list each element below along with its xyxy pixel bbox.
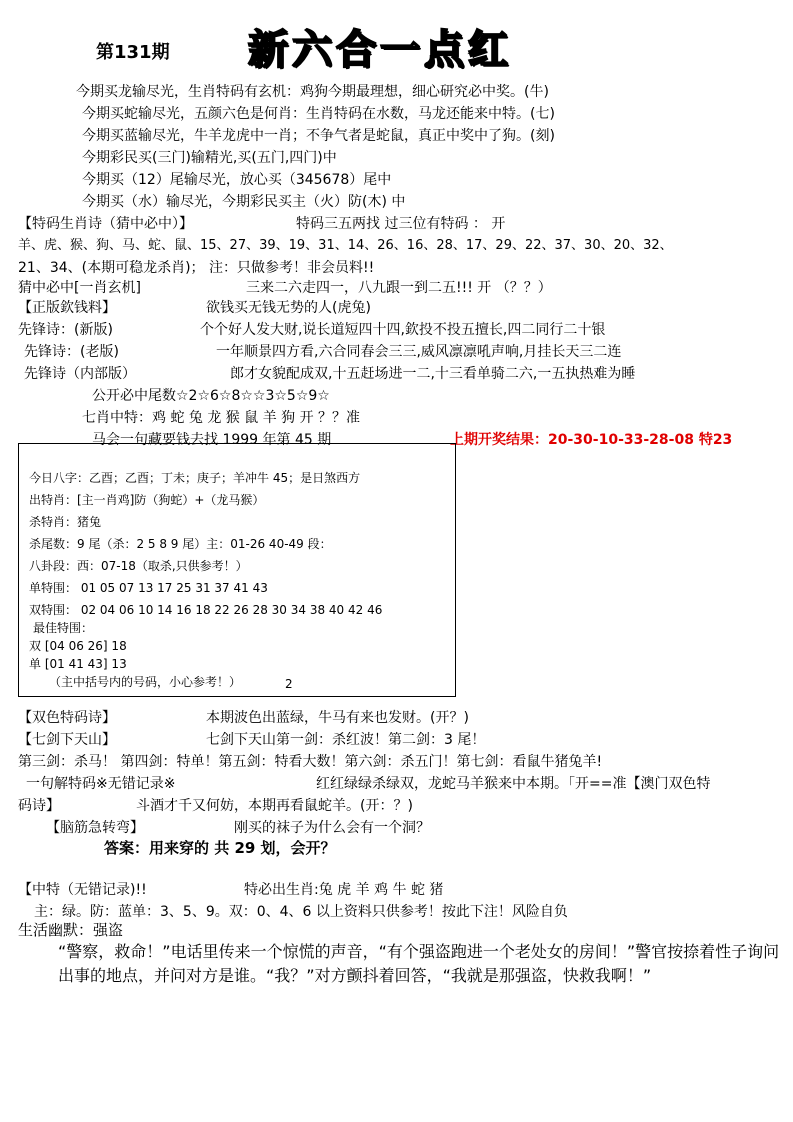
zhongte-text: 特必出生肖:兔 虎 羊 鸡 牛 蛇 猪 (244, 882, 444, 898)
poem-internal-label: 先锋诗（内部版） (24, 366, 136, 382)
guess-text: 三来二六走四一，八九跟一到二五!!! 开 （？？） (246, 280, 552, 296)
box-line-best-even: 双 [04 06 26] 18 (29, 639, 127, 653)
seven-swords-text: 七剑下天山第一剑：杀红波！第二剑：3 尾！ (206, 732, 486, 748)
box-line-special: 出特肖：[主一肖鸡]防（狗蛇）+（龙马猴） (29, 493, 265, 507)
box-line-best-odd: 单 [01 41 43] 13 (29, 657, 127, 671)
brain-teaser-question: 刚买的袜子为什么会有一个洞？ (234, 820, 430, 836)
intro-line-5: 今期买（12）尾输尽光，放心买（345678）尾中 (82, 172, 392, 188)
poem-old-label: 先锋诗：(老版) (24, 344, 119, 360)
box-line-best: 最佳特围： (33, 621, 94, 635)
box-line-kill-tail: 杀尾数：9 尾（杀：2 5 8 9 尾）主：01-26 40-49 段： (29, 537, 332, 551)
poem-section-hint: 特码三五两找 过三位有特码 ： 开 (296, 216, 506, 232)
money-section-hint: 欲钱买无钱无势的人(虎兔) (206, 300, 371, 316)
issue-number: 第131期 (96, 42, 170, 63)
tail-digits-line: 公开必中尾数☆2☆6☆8☆☆3☆5☆9☆ (92, 388, 330, 404)
info-box (18, 443, 456, 697)
zhongte-header: 【中特（无错记录)!! (18, 882, 147, 898)
box-line-bagua: 八卦段：西：07-18（取杀,只供参考！） (29, 559, 248, 573)
box-line-kill-zodiac: 杀特肖：猪兔 (29, 515, 102, 529)
one-line-text: 红红绿绿杀绿双，龙蛇马羊猴来中本期。「开==准【澳门双色特 (316, 776, 711, 792)
macau-poem-text: 斗酒才千又何妨，本期再看鼠蛇羊。(开：？) (136, 798, 413, 814)
main-guard-line: 主：绿。防：蓝单：3、5、9。双：0、4、6 以上资料只供参考！按此下注！风险自负 (34, 904, 568, 920)
intro-line-4: 今期彩民买(三门)输精光,买(五门,四门)中 (82, 150, 337, 166)
intro-line-1: 今期买龙输尽光，生肖特码有玄机：鸡狗今期最理想，细心研究必中奖。(牛) (76, 84, 549, 100)
one-line-label: 一句解特码※无错记录※ (26, 776, 176, 792)
box-line-bazi: 今日八字：乙酉；乙酉；丁未；庚子；羊冲牛 45；是日煞西方 (29, 471, 361, 485)
horse-club-line: 马会一句藏要钱去找 1999 年第 45 期 (92, 432, 332, 448)
numbers-line-2: 21、34、(本期可稳龙杀肖)； 注：只做参考！非会员料!! (18, 260, 375, 276)
box-line-note: （主中括号内的号码，小心参考！） (49, 675, 242, 689)
seven-swords-line-2: 第三剑：杀马！ 第四剑：特单！第五剑：特看大数！第六剑：杀五门！第七剑：看鼠牛猪兔羊! (18, 754, 603, 770)
intro-line-3: 今期买蓝输尽光，牛羊龙虎中一肖；不争气者是蛇鼠，真正中奖中了狗。(刻) (82, 128, 555, 144)
poem-section-header: 【特码生肖诗（猜中必中）】 (18, 216, 193, 232)
brain-teaser-answer: 答案：用来穿的 共 29 划，会开？ (104, 839, 336, 857)
box-line-even: 双特围： 02 04 06 10 14 16 18 22 26 28 30 34 38 40 42 46 (29, 603, 383, 617)
poem-old-text: 一年顺景四方看,六合同春会三三,威风凛凛吼声响,月挂长天三二连 (216, 344, 622, 360)
box-line-note-tail: 2 (285, 677, 293, 691)
guess-label: 猜中必中[一肖玄机] (18, 280, 141, 296)
last-draw-result: 上期开奖结果：20-30-10-33-28-08 特23 (450, 432, 733, 448)
humor-paragraph: “警察，救命！”电话里传来一个惊慌的声音，“有个强盗跑进一个老处女的房间！”警官按捺着性子询问出事的地点，并问对方是谁。“我？”对方颤抖着回答，“我就是那强盗，快救我啊！” (58, 942, 780, 985)
seven-zodiac-line: 七肖中特：鸡 蛇 兔 龙 猴 鼠 羊 狗 开 ？？准 (82, 410, 361, 426)
intro-line-6: 今期买（水）输尽光，今期彩民买主（火）防(木) 中 (82, 194, 406, 210)
box-line-odd: 单特围： 01 05 07 13 17 25 31 37 41 43 (29, 581, 268, 595)
poem-new-label: 先锋诗：(新版) (18, 322, 113, 338)
dual-color-text: 本期波色出蓝绿，牛马有来也发财。(开？) (206, 710, 469, 726)
poem-internal-text: 郎才女貌配成双,十五赶场进一二,十三看单骑二六,一五执热难为睡 (230, 366, 636, 382)
seven-swords-header: 【七剑下天山】 (18, 732, 116, 748)
humor-header: 生活幽默：强盗 (18, 921, 124, 939)
brain-teaser-header: 【脑筋急转弯】 (46, 820, 144, 836)
numbers-line-1: 羊、虎、猴、狗、马、蛇、鼠、15、27、39、19、31、14、26、16、28、17、29、22、37、30、20、32、 (18, 238, 673, 253)
money-section-header: 【正版欽钱料】 (18, 300, 116, 316)
intro-line-2: 今期买蛇输尽光，五颜六色是何肖：生肖特码在水数，马龙还能来中特。(七) (82, 106, 555, 122)
page-title: 新六合一点红 (248, 27, 512, 73)
macau-poem-label: 码诗】 (18, 798, 60, 814)
poem-new-text: 个个好人发大财,说长道短四十四,欽投不投五擅长,四二同行二十银 (200, 322, 606, 338)
dual-color-header: 【双色特码诗】 (18, 710, 116, 726)
